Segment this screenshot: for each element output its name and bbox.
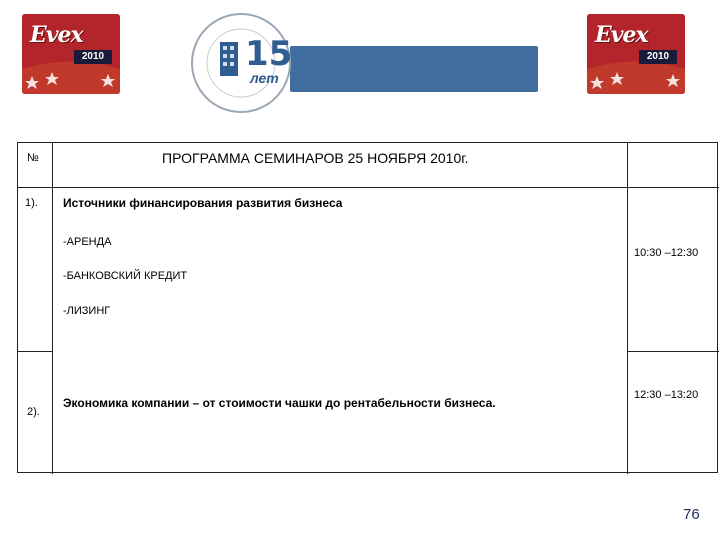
association-years-number: 15	[245, 34, 293, 74]
header-number: №	[27, 152, 39, 164]
header-row-divider	[18, 187, 719, 188]
evex-logo-left	[22, 14, 120, 94]
page-number: 76	[683, 506, 700, 523]
row-divider-number	[18, 351, 53, 352]
seminar-program-table	[17, 142, 718, 473]
row-1-topic: Источники финансирования развития бизнеса	[63, 196, 343, 210]
evex-brand: Evex	[30, 22, 83, 48]
row-1-number: 1).	[25, 197, 38, 209]
column-divider	[627, 143, 628, 474]
row-2-topic: Экономика компании – от стоимости чашки до рентабельности бизнеса.	[63, 396, 496, 410]
association-contact-banner	[290, 46, 538, 92]
evex-year: 2010	[639, 50, 677, 64]
row-divider-time	[627, 351, 719, 352]
evex-brand: Evex	[595, 22, 648, 48]
row-1-item-lease: -АРЕНДА	[63, 236, 112, 248]
header	[0, 0, 720, 120]
association-logo	[190, 12, 540, 114]
row-1-item-bank-credit: -БАНКОВСКИЙ КРЕДИТ	[63, 270, 188, 282]
program-title: ПРОГРАММА СЕМИНАРОВ 25 НОЯБРЯ 2010г.	[162, 150, 469, 166]
evex-year: 2010	[74, 50, 112, 64]
row-2-number: 2).	[27, 406, 40, 418]
column-divider	[52, 143, 53, 474]
row-2-time: 12:30 –13:20	[634, 389, 699, 401]
association-years-word: лет	[250, 70, 279, 86]
row-1-time: 10:30 –12:30	[634, 247, 699, 259]
evex-logo-right	[587, 14, 685, 94]
row-1-item-leasing: -ЛИЗИНГ	[63, 305, 111, 317]
